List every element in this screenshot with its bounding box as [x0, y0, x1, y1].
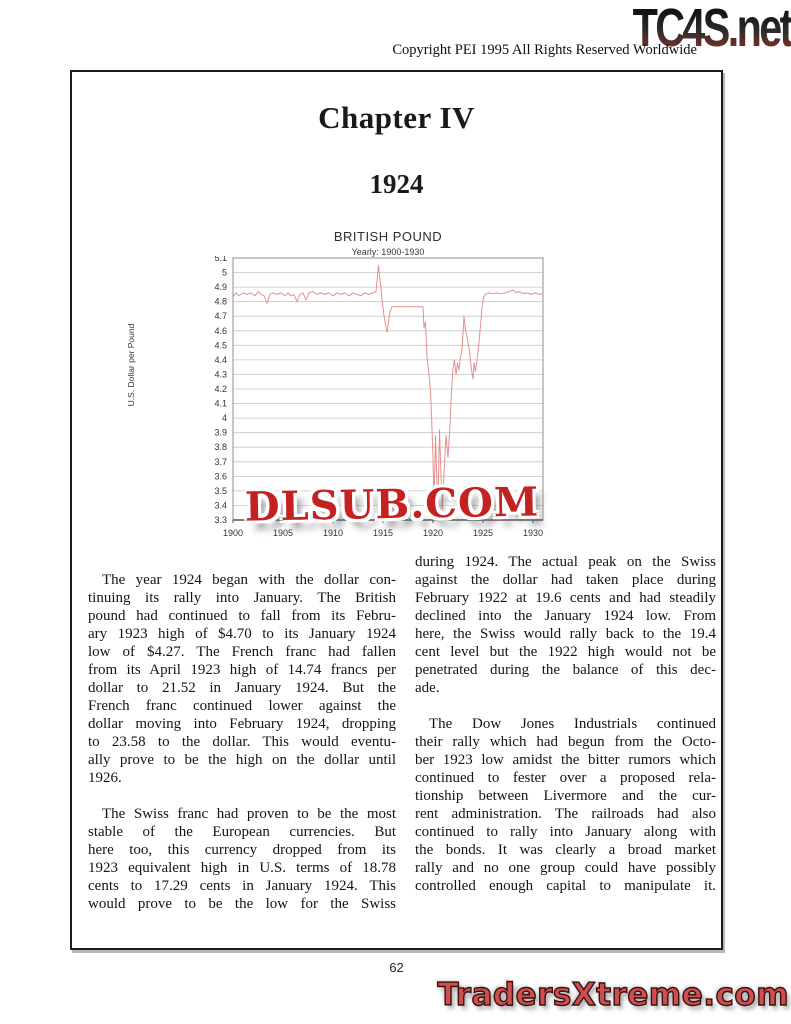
text-line: would prove to be the low for the Swiss [88, 896, 396, 912]
tradersxtreme-watermark: TradersXtreme.com [437, 977, 789, 1013]
text-line: 1926. [88, 770, 122, 786]
chart-subtitle: Yearly: 1900-1930 [351, 247, 425, 257]
text-line: low of $4.27. The French franc had fallen [88, 644, 396, 660]
paragraph [415, 553, 716, 697]
y-axis-tick-label: 5.1 [214, 256, 227, 263]
x-axis-tick-label: 1905 [272, 528, 294, 538]
text-line: their rally which had begun from the Octo- [415, 734, 716, 750]
chart-title: BRITISH POUND [333, 229, 443, 244]
text-line: stable of the European currencies. But [88, 824, 396, 840]
text-line: ary 1923 high of $4.70 to its January 1924 [88, 626, 396, 642]
text-line: The Dow Jones Industrials continued [429, 716, 716, 732]
y-axis-tick-label: 5 [221, 267, 227, 278]
y-axis-tick-label: 4.2 [214, 384, 227, 394]
text-line: against the dollar had taken place during [415, 572, 716, 588]
y-axis-tick-label: 3.4 [214, 500, 227, 511]
text-line: cents to 17.29 cents in January 1924. This [88, 878, 396, 894]
text-line: the bonds. It was clearly a broad market [415, 842, 716, 858]
paragraph [415, 715, 716, 895]
y-axis-tick-label: 4.6 [214, 325, 227, 336]
y-axis-tick-label: 4.3 [214, 369, 227, 380]
text-line: tinuing its rally into January. The British [88, 590, 396, 606]
text-line: penetrated during the balance of this dec- [415, 662, 716, 678]
body-column-right [415, 553, 716, 895]
text-line: controlled enough capital to manipulate it. [415, 878, 716, 894]
y-axis-tick-label: 3.7 [214, 456, 227, 467]
text-line: here too, this currency dropped from its [88, 842, 396, 858]
text-line: continued to rally into January along with [415, 824, 716, 840]
y-axis-tick-label: 4.9 [214, 282, 227, 293]
y-axis-tick-label: 3.8 [214, 442, 227, 453]
x-axis-tick-label: 1900 [222, 528, 244, 538]
tc4s-logo: TC4S.net [633, 0, 791, 59]
text-line: ber 1923 low amidst the bitter rumors which [415, 752, 716, 768]
text-line: here, the Swiss would rally back to the 19.4 [415, 626, 716, 642]
y-axis-tick-label: 3.6 [214, 471, 227, 482]
text-line: The year 1924 began with the dollar con- [102, 572, 396, 588]
page-frame [70, 70, 723, 950]
year-title: 1924 [369, 169, 424, 199]
copyright-line: Copyright PEI 1995 All Rights Reserved Worldwide [392, 42, 697, 58]
text-line: rent administration. The railroads had also [415, 806, 716, 822]
text-line: pound had continued to fall from its Febru- [88, 608, 396, 624]
body-column-left [88, 571, 396, 913]
chapter-title: Chapter IV [318, 100, 475, 135]
text-line: during 1924. The actual peak on the Swiss [415, 554, 716, 570]
text-line: declined into the January 1924 low. From [415, 608, 716, 624]
y-axis-tick-label: 3.9 [214, 427, 227, 438]
y-axis-tick-label: 4 [221, 413, 227, 424]
x-axis-tick-label: 1910 [322, 528, 344, 538]
chart-y-axis-label: U.S. Dollar per Pound [126, 323, 136, 407]
text-line: from its April 1923 high of 14.74 francs per [88, 662, 396, 678]
y-axis-tick-label: 4.4 [214, 354, 227, 365]
text-line: The Swiss franc had proven to be the most [102, 806, 396, 822]
dlsub-watermark: DLSUB.COM [244, 478, 540, 531]
text-line: to 23.58 to the dollar. This would eventu- [88, 734, 396, 750]
x-axis-tick-label: 1925 [472, 528, 494, 538]
text-line: French franc continued lower against the [88, 698, 396, 714]
text-line: 1923 equivalent high in U.S. terms of 18.78 [88, 860, 396, 876]
text-line: dollar to 21.52 in January 1924. But the [88, 680, 396, 696]
y-axis-tick-label: 4.1 [214, 398, 227, 409]
text-line: rally and no one group could have possibly [415, 860, 716, 876]
x-axis-tick-label: 1930 [522, 528, 544, 538]
y-axis-tick-label: 4.5 [214, 340, 227, 351]
text-line: ade. [415, 680, 440, 696]
x-axis-tick-label: 1915 [372, 528, 394, 538]
text-line: tionship between Livermore and the cur- [415, 788, 716, 804]
text-line: ally prove to be the high on the dollar until [88, 752, 396, 768]
y-axis-tick-label: 3.3 [214, 515, 227, 525]
x-axis-tick-label: 1920 [422, 528, 444, 538]
paragraph [88, 571, 396, 787]
text-line: dollar moving into February 1924, dropping [88, 716, 396, 732]
y-axis-tick-label: 4.8 [214, 296, 227, 307]
paragraph [88, 805, 396, 913]
text-line: cent level but the 1922 high would not be [415, 644, 716, 660]
text-line: continued to fester over a proposed rela- [415, 770, 716, 786]
y-axis-tick-label: 3.5 [214, 485, 227, 496]
y-axis-tick-label: 4.7 [214, 311, 227, 322]
text-line: February 1922 at 19.6 cents and had steadily [415, 590, 716, 606]
page-number: 62 [389, 960, 404, 975]
